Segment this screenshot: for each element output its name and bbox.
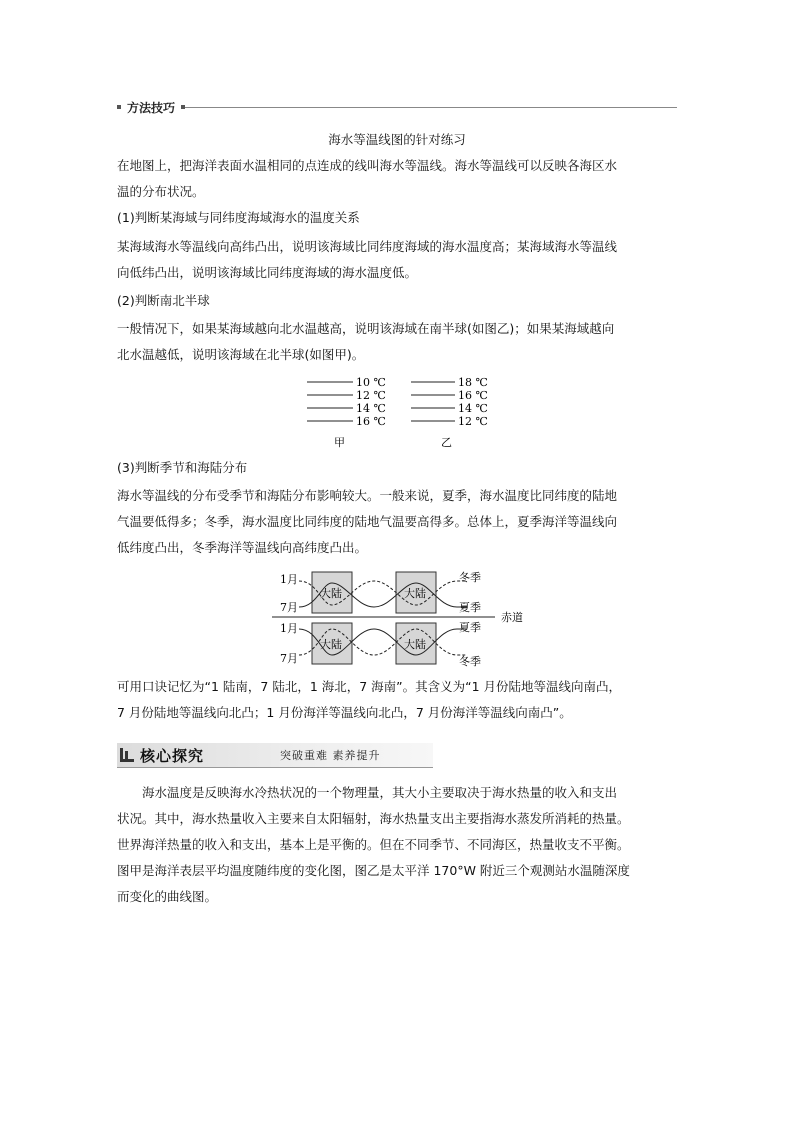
svg-text:大陆: 大陆 <box>320 638 342 651</box>
jan-label: 1月 <box>280 622 298 635</box>
figure-season-land-sea <box>117 567 677 673</box>
text-line: 气温要低得多；冬季，海水温度比同纬度的陆地气温要高得多。总体上，夏季海洋等温线向 <box>117 514 618 529</box>
svg-text:大陆: 大陆 <box>404 587 426 600</box>
winter-label: 冬季 <box>459 655 481 668</box>
mnemonic-paragraph <box>117 674 677 726</box>
section-label: 方法技巧 <box>127 100 176 115</box>
core-title: 核心探究 <box>140 746 205 765</box>
figure-caption-jia: 甲 <box>334 436 345 449</box>
text-line: 而变化的曲线图。 <box>117 889 218 904</box>
core-subtitle: 突破重难 素养提升 <box>280 749 381 762</box>
summer-label: 夏季 <box>459 621 481 634</box>
text-line: 一般情况下，如果某海域越向北水温越高，说明该海域在南半球(如图乙)；如果某海域越向 <box>117 321 615 336</box>
core-paragraph <box>117 780 677 910</box>
equator-label: 赤道 <box>501 611 523 624</box>
figure-isotherm-hemispheres <box>117 370 677 456</box>
land-block <box>396 623 436 664</box>
core-rule <box>117 767 433 768</box>
jan-label: 1月 <box>280 573 298 586</box>
text-line: 在地图上，把海洋表面水温相同的点连成的线叫海水等温线。海水等温线可以反映各海区水 <box>117 158 618 173</box>
jul-label: 7月 <box>280 652 298 665</box>
part3-heading: (3)判断季节和海陆分布 <box>117 460 248 475</box>
part2-paragraph <box>117 316 677 368</box>
text-line: 海水等温线的分布受季节和海陆分布影响较大。一般来说，夏季，海水温度比同纬度的陆地 <box>117 488 618 503</box>
isotherm-label: 16 ℃ <box>356 415 386 428</box>
text-line: 可用口诀记忆为“1 陆南，7 陆北，1 海北，7 海南”。其含义为“1 月份陆地等温线向南凸， <box>117 679 622 694</box>
figure-left-jia <box>307 376 386 449</box>
text-line: 图甲是海洋表层平均温度随纬度的变化图，图乙是太平洋 170°W 附近三个观测站水温随深度 <box>117 863 630 878</box>
land-block <box>396 572 436 613</box>
isotherm-label: 14 ℃ <box>458 402 488 415</box>
text-line: 低纬度凸出，冬季海洋等温线向高纬度凸出。 <box>117 540 368 555</box>
text-line: 北水温越低，说明该海域在北半球(如图甲)。 <box>117 347 365 362</box>
figure-caption-yi: 乙 <box>441 436 452 449</box>
text-line: 某海域海水等温线向高纬凸出，说明该海域比同纬度海域的海水温度高；某海域海水等温线 <box>117 239 618 254</box>
section-rule <box>185 107 677 108</box>
text-line: 世界海洋热量的收入和支出，基本上是平衡的。但在不同季节、不同海区，热量收支不平衡。 <box>117 837 630 852</box>
part2-heading: (2)判断南北半球 <box>117 293 210 308</box>
isotherm-label: 18 ℃ <box>458 376 488 389</box>
intro-paragraph <box>117 153 677 205</box>
svg-text:大陆: 大陆 <box>320 587 342 600</box>
text-line: 向低纬凸出，说明该海域比同纬度海域的海水温度低。 <box>117 265 418 280</box>
section-bars-icon <box>120 748 134 762</box>
jul-label: 7月 <box>280 601 298 614</box>
square-bullet-icon <box>117 105 121 109</box>
isotherm-label: 12 ℃ <box>458 415 488 428</box>
isotherm-label: 12 ℃ <box>356 389 386 402</box>
section-header <box>117 99 677 115</box>
core-section-header <box>117 743 433 767</box>
svg-text:大陆: 大陆 <box>404 638 426 651</box>
text-line: 温的分布状况。 <box>117 184 205 199</box>
winter-label: 冬季 <box>459 571 481 584</box>
text-line: 状况。其中，海水热量收入主要来自太阳辐射，海水热量支出主要指海水蒸发所消耗的热量。 <box>117 811 630 826</box>
doc-title: 海水等温线图的针对练习 <box>328 132 466 147</box>
isotherm-label: 10 ℃ <box>356 376 386 389</box>
text-line: 7 月份陆地等温线向北凸；1 月份海洋等温线向北凸，7 月份海洋等温线向南凸”。 <box>117 705 572 720</box>
summer-label: 夏季 <box>459 601 481 614</box>
isotherm-label: 16 ℃ <box>458 389 488 402</box>
text-line: 海水温度是反映海水冷热状况的一个物理量，其大小主要取决于海水热量的收入和支出 <box>142 785 618 800</box>
part3-paragraph <box>117 483 677 561</box>
part1-heading: (1)判断某海域与同纬度海域海水的温度关系 <box>117 210 360 225</box>
figure-right-yi <box>411 376 488 449</box>
isotherm-label: 14 ℃ <box>356 402 386 415</box>
part1-paragraph <box>117 234 677 286</box>
